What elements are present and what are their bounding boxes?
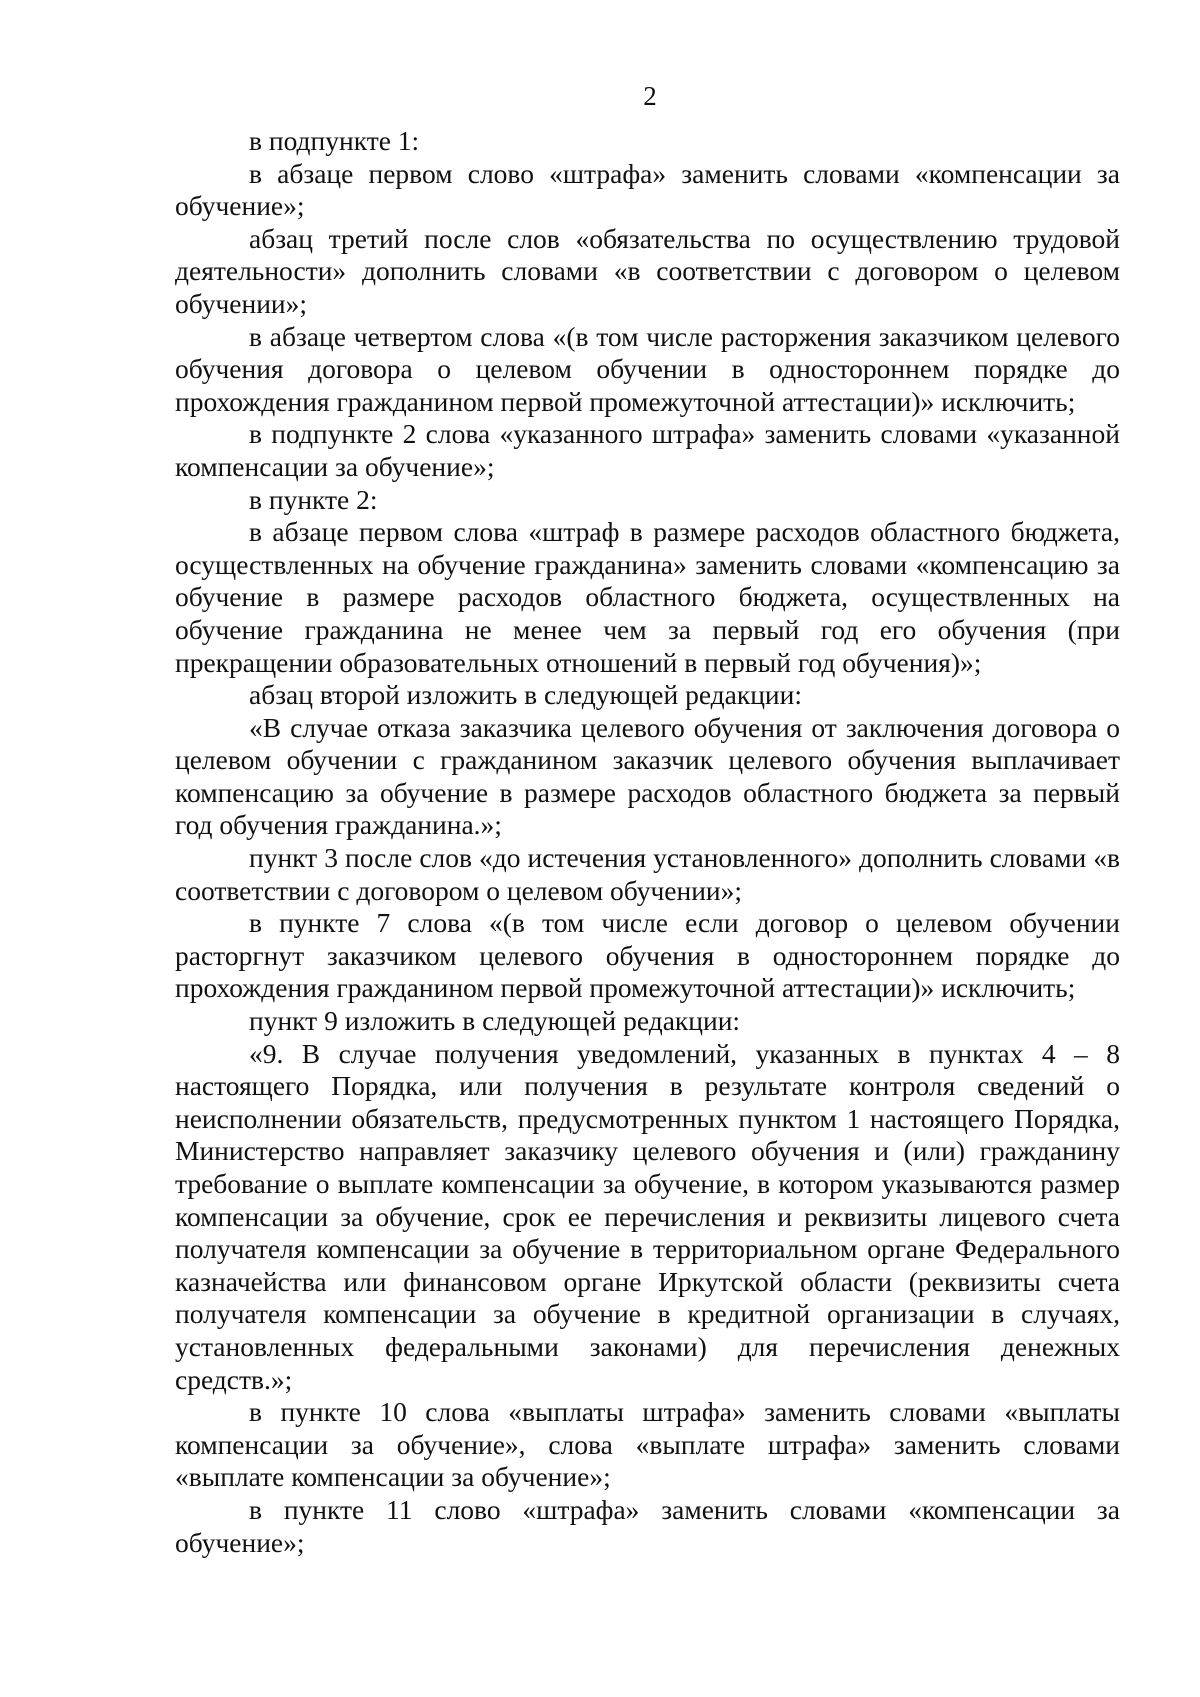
page-number: 2 [643, 81, 657, 111]
paragraph: «9. В случае получения уведомлений, указанных в пунктах 4 – 8 настоящего Порядка, или получения в результате контроля сведений о неисполнении обязательств, предусмотренных пунктом 1 настоящего Порядка, Министерство направляет заказчику целевого обучения и (или) гражданину требование о выплате компенсации за обучение, в котором указываются размер компенсации за обучение, срок ее перечисления и реквизиты лицевого счета получателя компенсации за обучение в территориальном органе Федерального казначейства или финансовом органе Иркутской области (реквизиты счета получателя компенсации за обучение в кредитной организации в случаях, установленных федеральными законами) для перечисления денежных средств.»; [175, 1037, 1120, 1395]
paragraph: в пункте 2: [249, 483, 378, 515]
paragraph: в абзаце первом слова «штраф в размере расходов областного бюджета, осуществленных на обучение гражданина» заменить словами «компенсацию за обучение в размере расходов областного бюджета, осуществленных на обучение гражданина не менее чем за первый год его обучения (при прекращении образовательных отношений в первый год обучения)»; [175, 516, 1120, 678]
paragraph: пункт 3 после слов «до истечения установленного» дополнить словами «в соответствии с договором о целевом обучении»; [175, 842, 1120, 906]
paragraph: абзац второй изложить в следующей редакции: [249, 679, 803, 711]
paragraph: в пункте 7 слова «(в том числе если договор о целевом обучении расторгнут заказчиком целевого обучения в одностороннем порядке до прохождения гражданином первой промежуточной аттестации)» исключить; [175, 907, 1120, 1004]
paragraph: в пункте 10 слова «выплаты штрафа» заменить словами «выплаты компенсации за обучение», слова «выплате штрафа» заменить словами «выплате компенсации за обучение»; [175, 1396, 1120, 1493]
paragraph: пункт 9 изложить в следующей редакции: [249, 1005, 741, 1037]
paragraph: в подпункте 1: [249, 125, 420, 156]
paragraph: абзац третий после слов «обязательства по осуществлению трудовой деятельности» дополнить словами «в соответствии с договором о целевом обучении»; [175, 222, 1120, 319]
paragraph: «В случае отказа заказчика целевого обучения от заключения договора о целевом обучении с гражданином заказчик целевого обучения выплачивает компенсацию за обучение в размере расходов областного бюджета за первый год обучения гражданина.»; [175, 711, 1120, 841]
document-body [175, 125, 1120, 1559]
paragraph: в пункте 11 слово «штрафа» заменить словами «компенсации за обучение»; [175, 1493, 1120, 1558]
paragraph: в абзаце первом слово «штрафа» заменить словами «компенсации за обучение»; [175, 157, 1120, 222]
paragraph: в абзаце четвертом слова «(в том числе расторжения заказчиком целевого обучения договора о целевом обучении в одностороннем порядке до прохождения гражданином первой промежуточной аттестации)» исключить; [175, 320, 1120, 417]
paragraph: в подпункте 2 слова «указанного штрафа» заменить словами «указанной компенсации за обучение»; [175, 418, 1120, 482]
